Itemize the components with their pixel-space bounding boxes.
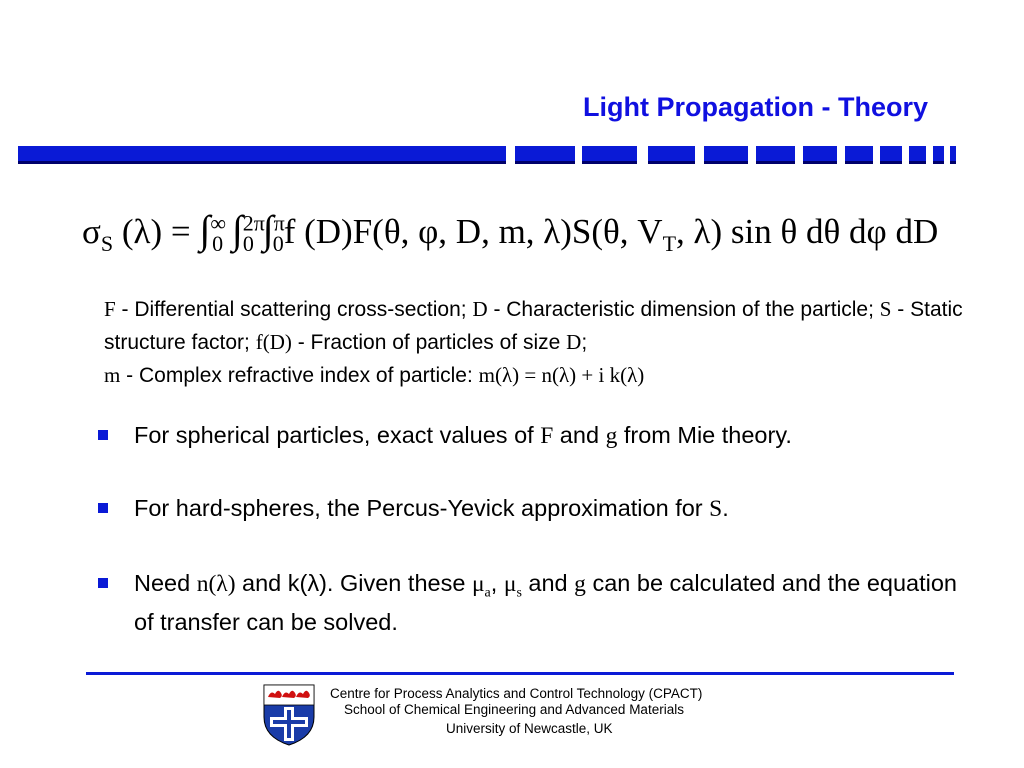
footer-line-2: School of Chemical Engineering and Advanced Materials [344,702,684,717]
slide-title: Light Propagation - Theory [583,92,928,122]
footer-line-1: Centre for Process Analytics and Control Technology (CPACT) [330,686,703,701]
footer-rule [86,672,954,675]
bullet-square-icon [98,503,108,513]
bullet-square-icon [98,578,108,588]
university-crest-icon [262,683,316,747]
symbol-definitions: F - Differential scattering cross-section; D - Characteristic dimension of the particle; S - Static structure factor; f(D) - Fraction of particles of size D; m - Complex refractive index of particle: m(λ) = n(λ) + i k(λ) [104,297,963,387]
footer-line-3: University of Newcastle, UK [446,721,613,736]
bullet-square-icon [98,430,108,440]
scattering-equation: $\sigma_S$ $(\lambda) = \int^\infty_0$ ∫$^{2\pi}_0$ ∫$^\pi_0$f (D)F(θ, φ, D, m, λ)S(θ, $V_T$, λ) sin θ dθ dφ dD [82,207,939,256]
